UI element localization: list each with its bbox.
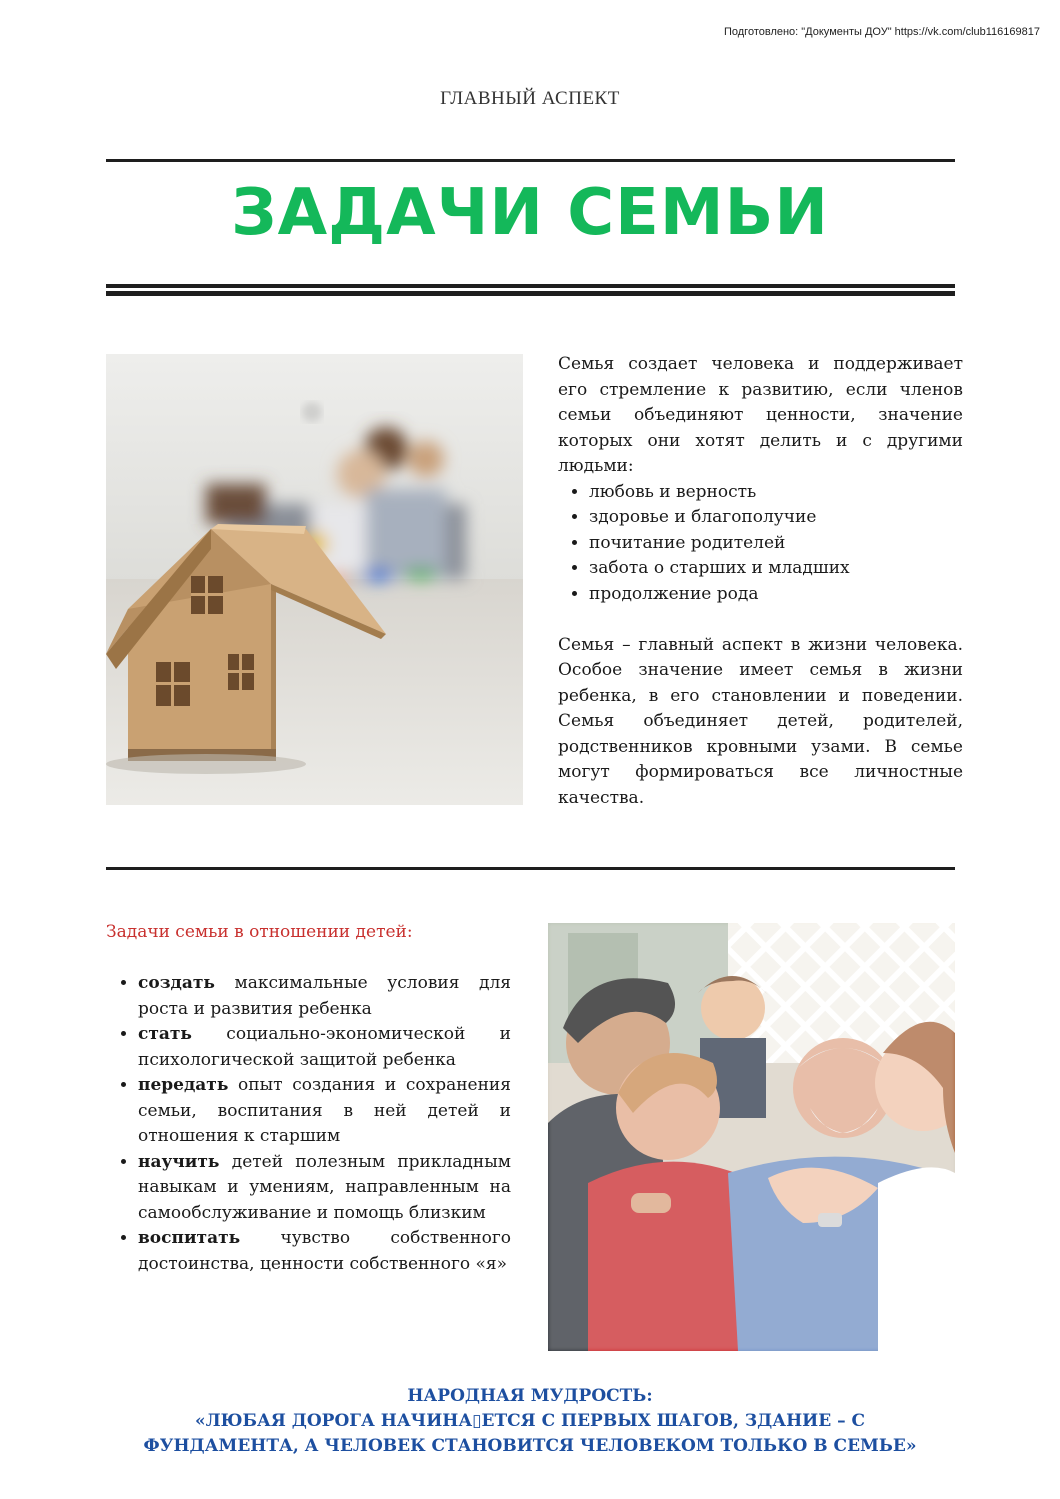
- task-verb: стать: [138, 1024, 192, 1044]
- task-text: социально-экономической и психологической защитой ребенка: [138, 1024, 511, 1070]
- task-text: опыт создания и сохранения семьи, воспитания в ней детей и отношения к старшим: [138, 1075, 511, 1146]
- page-subtitle: ГЛАВНЫЙ АСПЕКТ: [440, 88, 620, 109]
- list-item: • продолжение рода: [589, 582, 963, 608]
- task-verb: создать: [138, 973, 215, 993]
- task-verb: передать: [138, 1075, 229, 1095]
- list-item: • почитание родителей: [589, 531, 963, 557]
- double-rule-lower: [106, 291, 955, 296]
- list-item: [138, 1022, 511, 1073]
- task-text: максимальные условия для роста и развития ребенка: [138, 973, 511, 1019]
- list-item: [138, 971, 511, 1022]
- page-title: ЗАДАЧИ СЕМЬИ: [231, 176, 829, 250]
- list-item: • здоровье и благополучие: [589, 505, 963, 531]
- list-item: [138, 1150, 511, 1227]
- house-photo: [106, 354, 523, 805]
- task-text: детей полезным прикладным навыкам и умениям, направленным на самообслуживание и помощь близким: [138, 1151, 511, 1223]
- wisdom-quote-line-1: «ЛЮБАЯ ДОРОГА НАЧИНА▯ЕТСЯ С ПЕРВЫХ ШАГОВ, ЗДАНИЕ – С: [194, 1411, 866, 1431]
- task-verb: научить: [138, 1151, 220, 1172]
- list-item: • любовь и верность: [589, 480, 963, 506]
- middle-rule: [106, 867, 955, 870]
- list-item: • забота о старших и младших: [589, 556, 963, 582]
- folk-wisdom: [0, 1384, 1060, 1459]
- wisdom-heading: НАРОДНАЯ МУДРОСТЬ:: [407, 1386, 653, 1406]
- task-verb: воспитать: [138, 1228, 241, 1248]
- task-text: чувство собственного достоинства, ценности собственного «я»: [138, 1228, 511, 1274]
- tasks-list: [106, 971, 511, 1277]
- list-item: [138, 1226, 511, 1277]
- wisdom-quote-line-2: ФУНДАМЕНТА, А ЧЕЛОВЕК СТАНОВИТСЯ ЧЕЛОВЕКОМ ТОЛЬКО В СЕМЬЕ»: [143, 1436, 917, 1456]
- list-item: [138, 1073, 511, 1150]
- values-list: [558, 480, 963, 608]
- tasks-heading: Задачи семьи в отношении детей:: [106, 922, 413, 942]
- intro-paragraph: Семья – главный аспект в жизни человека. Особое значение имеет семья в жизни ребенка, в его становлении и поведении. Семья объединяет детей, родителей, родственников кровными узами. В семье могут формироваться все личностные качества.: [558, 634, 963, 808]
- intro-lead: Семья создает человека и поддерживает его стремление к развитию, если членов семьи объединяют ценности, значение которых они хотят делить и с другими людьми:: [558, 354, 963, 476]
- double-rule-upper: [106, 284, 955, 288]
- family-photo: [548, 923, 955, 1351]
- top-rule: [106, 159, 955, 162]
- credit-line: Подготовлено: "Документы ДОУ" https://vk.com/club116169817: [723, 26, 1040, 38]
- intro-text: [558, 352, 963, 811]
